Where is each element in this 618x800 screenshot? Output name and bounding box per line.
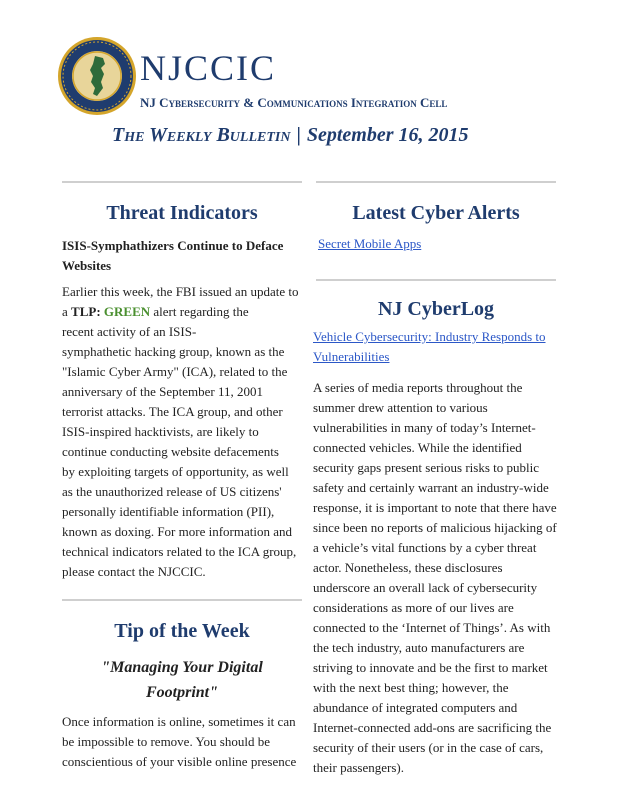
tlp-green: GREEN: [103, 304, 151, 319]
org-full-rest: Cybersecurity & Communications Integration Cell: [159, 95, 448, 110]
text-line: A series of media reports throughout the: [313, 380, 523, 395]
text-line: response, it is important to note that there have: [313, 500, 557, 515]
text-line: their passengers).: [313, 760, 404, 775]
text-line: conscientious of your visible online presence: [62, 754, 297, 769]
text-word: a: [62, 304, 68, 319]
text-line: ISIS-inspired hacktivists, are likely to: [62, 424, 259, 439]
tip-title: [62, 655, 302, 705]
text-line: recent activity of an ISIS-: [62, 324, 197, 339]
text-line: Earlier this week, the FBI issued an update to: [62, 284, 299, 299]
text-line: technical indicators related to the ICA group,: [62, 544, 297, 559]
text-line: a vehicle’s vital functions by a cyber threat: [313, 540, 537, 555]
njccic-seal-logo: [57, 36, 137, 116]
text-line: continue conducting website defacements: [62, 444, 279, 459]
latest-cyber-alerts-heading: Latest Cyber Alerts: [352, 202, 520, 224]
text-line: [62, 302, 312, 322]
text-line: underscore an overall lack of cybersecurity: [313, 580, 538, 595]
text-word: alert regarding the: [153, 304, 249, 319]
text-line: Internet-connected add-ons are sacrificing the: [313, 720, 552, 735]
text-line: security of their users (or in the case of cars,: [313, 740, 544, 755]
text-line: security gaps present serious risks to public: [313, 460, 540, 475]
tlp-label: TLP:: [71, 304, 101, 319]
org-full-lead: NJ: [140, 95, 160, 110]
bulletin-date: September 16, 2015: [306, 124, 469, 146]
text-line: summer drew attention to various: [313, 400, 488, 415]
divider: [316, 181, 556, 183]
text-line: with the next best thing; however, the: [313, 680, 509, 695]
nj-cyberlog-heading: NJ CyberLog: [377, 298, 495, 320]
threat-body: [62, 282, 312, 582]
link-line[interactable]: Vehicle Cybersecurity: Industry Responds to: [313, 329, 546, 344]
text-line: terrorist attacks. The ICA group, and other: [62, 404, 283, 419]
text-line: abundance of integrated computers and: [313, 700, 518, 715]
text-line: connected to the ‘Internet of Things’. As with: [313, 620, 551, 635]
text-line: connected vehicles. While the identified: [313, 440, 522, 455]
text-line: safety and certainly warrant an industry-wide: [313, 480, 549, 495]
divider: [62, 181, 302, 183]
text-line: as the unauthorized release of US citizens': [62, 484, 282, 499]
bulletin-title: [112, 124, 469, 147]
tip-of-week-heading: Tip of the Week: [114, 620, 250, 642]
tip-body: [62, 712, 312, 772]
secret-mobile-apps-link[interactable]: Secret Mobile Apps: [318, 236, 422, 251]
text-line: be impossible to remove. You should be: [62, 734, 270, 749]
vehicle-cybersecurity-link[interactable]: [313, 327, 563, 367]
text-line: by exploiting targets of opportunity, as well: [62, 464, 289, 479]
text-line: actor. Nonetheless, these disclosures: [313, 560, 503, 575]
text-line: striving to innovate and be the first to market: [313, 660, 548, 675]
text-line: personally identifiable information (PII),: [62, 504, 275, 519]
org-full-name: [140, 95, 447, 111]
bulletin-name: The Weekly Bulletin: [112, 124, 291, 146]
cyberlog-body: [313, 378, 583, 778]
text-line: considerations as more of our lives are: [313, 600, 514, 615]
text-line: known as doxing. For more information and: [62, 524, 292, 539]
org-name: NJCCIC: [140, 48, 277, 88]
link-line[interactable]: Vulnerabilities: [313, 349, 390, 364]
threat-subhead: ISIS-Symphathizers Continue to Deface Websites: [62, 238, 284, 273]
text-line: Once information is online, sometimes it can: [62, 714, 296, 729]
text-line: "Islamic Cyber Army" (ICA), related to the: [62, 364, 288, 379]
tip-title-line: "Managing Your Digital: [101, 659, 263, 676]
tip-title-line: Footprint": [145, 684, 218, 701]
text-line: anniversary of the September 11, 2001: [62, 384, 263, 399]
threat-indicators-heading: Threat Indicators: [106, 202, 258, 224]
divider: [62, 599, 302, 601]
text-line: since been no reports of malicious hijacking of: [313, 520, 557, 535]
text-line: vulnerabilities in many of today’s Internet-: [313, 420, 536, 435]
bulletin-separator: |: [296, 124, 301, 146]
text-line: symphathetic hacking group, known as the: [62, 344, 285, 359]
text-line: please contact the NJCCIC.: [62, 564, 206, 579]
text-line: the tech industry, auto manufacturers are: [313, 640, 525, 655]
divider: [316, 279, 556, 281]
